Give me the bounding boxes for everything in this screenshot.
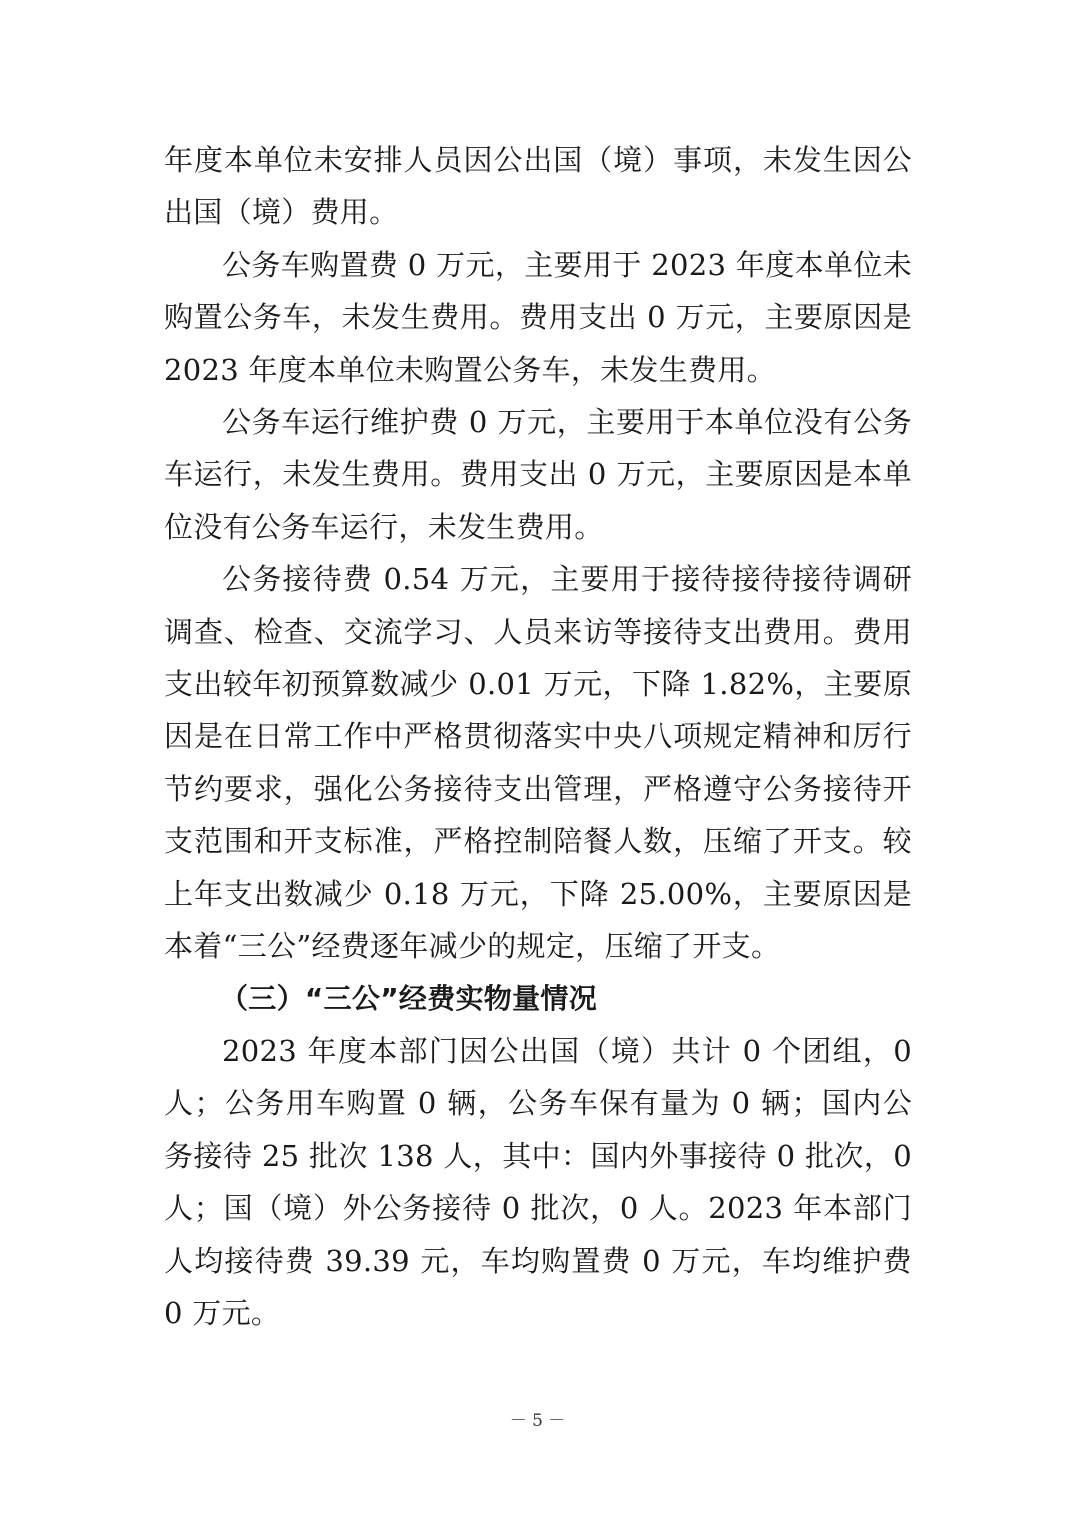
page-number: － 5 －	[509, 1411, 566, 1431]
paragraph-reception-expenses: 公务接待费 0.54 万元，主要用于接待接待接待调研调查、检查、交流学习、人员来访等接待支出费用。费用支出较年初预算数减少 0.01 万元，下降 1.82%，主要原因是在日常工作中严格贯彻落实中央八项规定精神和厉行节约要求，强化公务接待支出管理，严格遵守公务接待开支范围和开支标准，严格控制陪餐人数，压缩了开支。较上年支出数减少 0.18 万元，下降 25.00%，主要原因是本着“三公”经费逐年减少的规定，压缩了开支。	[164, 562, 912, 964]
section-heading: （三）“三公”经费实物量情况	[220, 981, 598, 1015]
paragraph-vehicle-purchase: 公务车购置费 0 万元，主要用于 2023 年度本单位未购置公务车，未发生费用。费用支出 0 万元，主要原因是 2023 年度本单位未购置公务车，未发生费用。	[164, 247, 912, 387]
page-body	[164, 134, 912, 1339]
paragraph-overseas-continuation: 年度本单位未安排人员因公出国（境）事项，未发生因公出国（境）费用。	[164, 143, 912, 230]
paragraph-vehicle-maintenance: 公务车运行维护费 0 万元，主要用于本单位没有公务车运行，未发生费用。费用支出 0 万元，主要原因是本单位没有公务车运行，未发生费用。	[164, 405, 912, 544]
paragraph-physical-quantities: 2023 年度本部门因公出国（境）共计 0 个团组，0 人；公务用车购置 0 辆，公务车保有量为 0 辆；国内公务接待 25 批次 138 人，其中：国内外事接待 0 批次，0 人；国（境）外公务接待 0 批次，0 人。2023 年本部门人均接待费 39.39 元，车均购置费 0 万元，车均维护费 0 万元。	[164, 1033, 912, 1330]
